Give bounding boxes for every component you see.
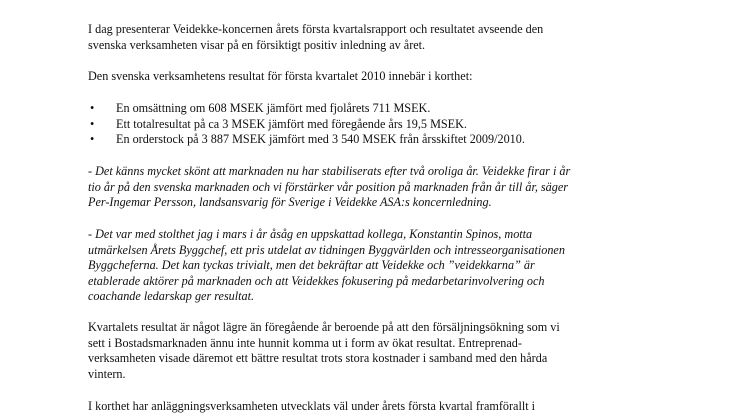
quote-paragraph-2: - Det var med stolthet jag i mars i år åsåg en uppskattad kollega, Konstantin Spinos, motta utmärkelsen Årets Byggchef, ett pris utdelat av tidningen Byggvärlden och intresseorganisationen Byggcheferna. Det kan tyckas trivialt, men det bekräftar att Veidekke och ”veidekkarna” är etablerade aktörer på marknaden och att Veidekkes fokusering på medarbetarinvolvering och coachande ledarskap ger resultat.	[88, 227, 565, 304]
quote-paragraph-1: - Det känns mycket skönt att marknaden nu har stabiliserats efter två oroliga år. Veidekke firar i år tio år på den svenska marknaden och vi förstärker vår position på marknaden från år till år, säger Per-Ingemar Persson, landsansvarig för Sverige i Veidekke ASA:s koncernledning.	[88, 164, 571, 210]
bullet-icon: •	[90, 132, 95, 147]
bullet-text: Ett totalresultat på ca 3 MSEK jämfört med föregående års 19,5 MSEK.	[116, 116, 467, 131]
list-item	[88, 117, 648, 133]
bullet-text: En orderstock på 3 887 MSEK jämfört med 3 540 MSEK från årsskiftet 2009/2010.	[116, 132, 525, 147]
list-item	[88, 132, 648, 148]
results-bullet-list	[88, 101, 648, 148]
bullet-icon: •	[90, 116, 95, 131]
results-paragraph: Kvartalets resultat är något lägre än föregående år beroende på att den försäljningsökning som vi sett i Bostadsmarknaden ännu inte hunnit komma ut i form av ökat resultat. Entreprenad- verksamheten visade däremot ett bättre resultat trots stora kostnader i samband med den hårda vintern.	[88, 320, 560, 381]
intro-paragraph: I dag presenterar Veidekke-koncernen årets första kvartalsrapport och resultatet avseende den svenska verksamheten visar på en försiktigt positiv inledning av året.	[88, 22, 544, 52]
bullet-text: En omsättning om 608 MSEK jämfört med fjolårets 711 MSEK.	[116, 101, 431, 115]
bullet-icon: •	[90, 101, 95, 115]
list-item	[88, 101, 648, 117]
summary-lead-paragraph: Den svenska verksamhetens resultat för första kvartalet 2010 innebär i korthet:	[88, 69, 473, 83]
construction-paragraph: I korthet har anläggningsverksamheten utvecklats väl under årets första kvartal framförallt i	[88, 399, 536, 413]
